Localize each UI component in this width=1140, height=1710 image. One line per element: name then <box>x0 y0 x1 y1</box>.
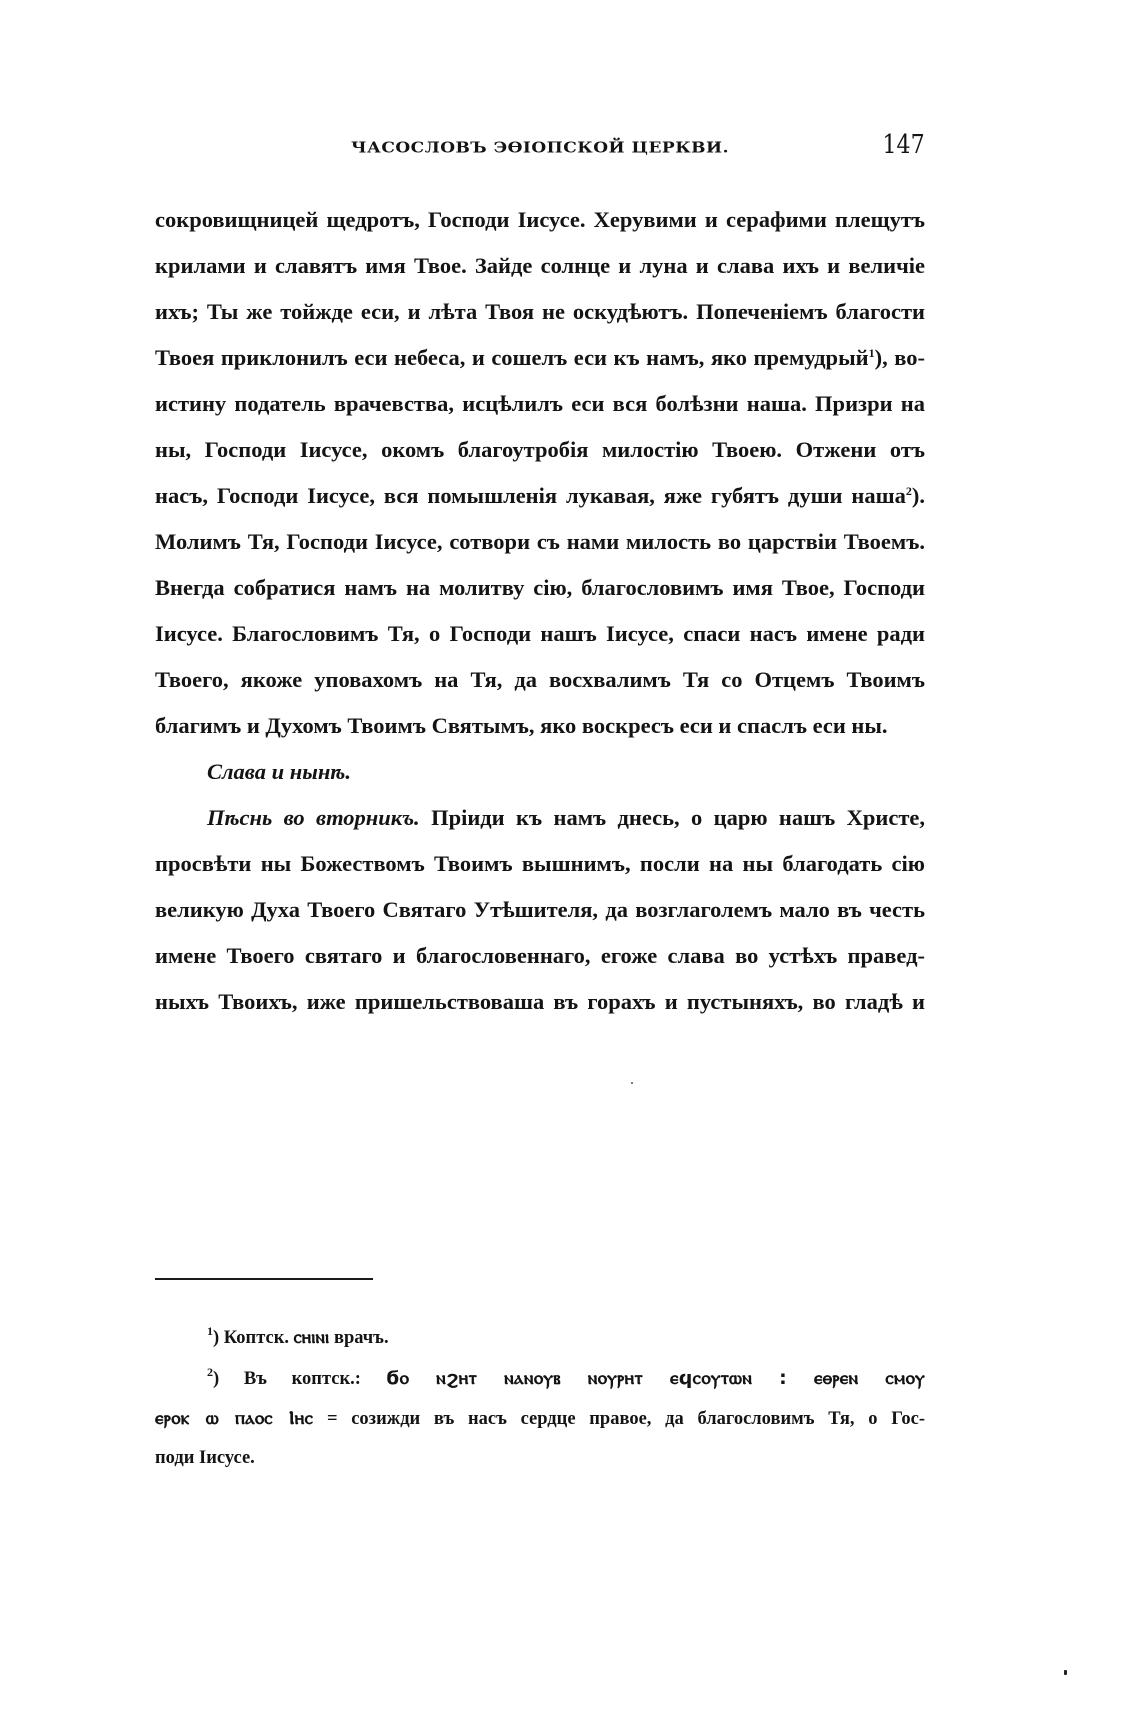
footnote-2-line-3: поди Іисусе. <box>155 1448 255 1468</box>
footnote-mark: 1 <box>207 1324 213 1338</box>
text-line <box>155 795 925 841</box>
coptic-text: ϭⲟ ⲛϩⲏⲧ ⲛⲁⲛⲟⲩⲃ ⲛⲟⲩⲣⲏⲧ ⲉϥⲥⲟⲩⲧⲱⲛ : ⲉⲑⲣⲉⲛ ⲥⲙⲟⲩ <box>385 1367 925 1389</box>
body-text <box>155 197 925 1025</box>
running-title: ЧАСОСЛОВЪ ЭѲІОПСКОЙ ЦЕРКВИ. <box>350 139 730 157</box>
footnote-mark: 2 <box>207 1365 213 1379</box>
text-fragment: Пріиди къ намъ днесь, о царю нашъ Христе, <box>419 805 925 830</box>
text-line: Молимъ Тя, Господи Іисусе, сотвори съ нами милость во царствіи Твоемъ. <box>155 529 925 554</box>
text-line: Твоего, якоже уповахомъ на Тя, да восхвалимъ Тя со Отцемъ Твоимъ <box>155 667 925 692</box>
text-line: Іисусе. Благословимъ Тя, о Господи нашъ Іисусе, спаси насъ имене ради <box>155 621 925 646</box>
text-fragment: Твоея приклонилъ еси небеса, и сошелъ еси къ намъ, яко премудрый <box>155 345 869 370</box>
text-line <box>155 473 925 519</box>
text-line: ны, Господи Іисусе, окомъ благоутробія милостію Твоею. Отжени отъ <box>155 437 925 462</box>
footnote-divider <box>155 1278 373 1280</box>
footnote-text: ) Въ коптск.: <box>213 1369 386 1389</box>
text-line: крилами и славятъ имя Твое. Зайде солнце и луна и слава ихъ и величіе <box>155 253 925 278</box>
text-line: Внегда собратися намъ на молитву сію, благословимъ имя Твое, Господи <box>155 575 925 600</box>
footnotes <box>155 1318 925 1478</box>
page-number: 147 <box>882 130 925 160</box>
text-line: просвѣти ны Божествомъ Твоимъ вышнимъ, посли на ны благодать сію <box>155 851 925 876</box>
coptic-text: ⲉⲣⲟⲕ ⲱ ⲡⲁⲟⲥ Ⲓⲏⲥ <box>155 1407 314 1429</box>
footnote-text: ) Коптск. ⲥⲏⲓⲛⲓ врачъ. <box>213 1328 389 1348</box>
footnote-text: = созижди въ насъ сердце правое, да благословимъ Тя, о Гос- <box>313 1409 925 1429</box>
text-line: благимъ и Духомъ Твоимъ Святымъ, яко воскресъ еси и спаслъ еси ны. <box>155 713 888 738</box>
footnote-2-line-2 <box>155 1398 925 1438</box>
text-fragment: насъ, Господи Іисусе, вся помышленія лукавая, яже губятъ души наша <box>155 483 906 508</box>
text-line <box>155 335 925 381</box>
print-speck <box>631 1082 633 1084</box>
footnote-2-line-1 <box>155 1358 925 1398</box>
heading-text: Слава и нынѣ. <box>207 759 351 784</box>
hymn-title: Пѣснь во вторникъ. <box>207 805 420 830</box>
running-head <box>155 130 925 170</box>
footnote-ref-1[interactable]: 1 <box>868 346 875 360</box>
section-heading-slava <box>155 749 925 795</box>
text-line: истину податель врачевства, исцѣлилъ еси вся болѣзни наша. Призри на <box>155 391 925 416</box>
text-fragment: ). <box>911 483 925 508</box>
text-line: имене Твоего святаго и благословеннаго, егоже слава во устѣхъ правед- <box>155 943 925 968</box>
footnote-ref-2[interactable]: 2 <box>905 484 912 498</box>
print-speck <box>1064 1670 1067 1675</box>
text-line: великую Духа Твоего Святаго Утѣшителя, да возглаголемъ мало въ честь <box>155 897 925 922</box>
text-line: ныхъ Твоихъ, иже пришельствоваша въ горахъ и пустыняхъ, во гладѣ и <box>155 989 925 1014</box>
text-line: сокровищницей щедротъ, Господи Іисусе. Херувими и серафими плещутъ <box>155 207 925 232</box>
footnote-1 <box>155 1318 925 1358</box>
text-line: ихъ; Ты же тойжде еси, и лѣта Твоя не оскудѣютъ. Попеченіемъ благости <box>155 299 925 324</box>
text-fragment: ), во- <box>874 345 925 370</box>
